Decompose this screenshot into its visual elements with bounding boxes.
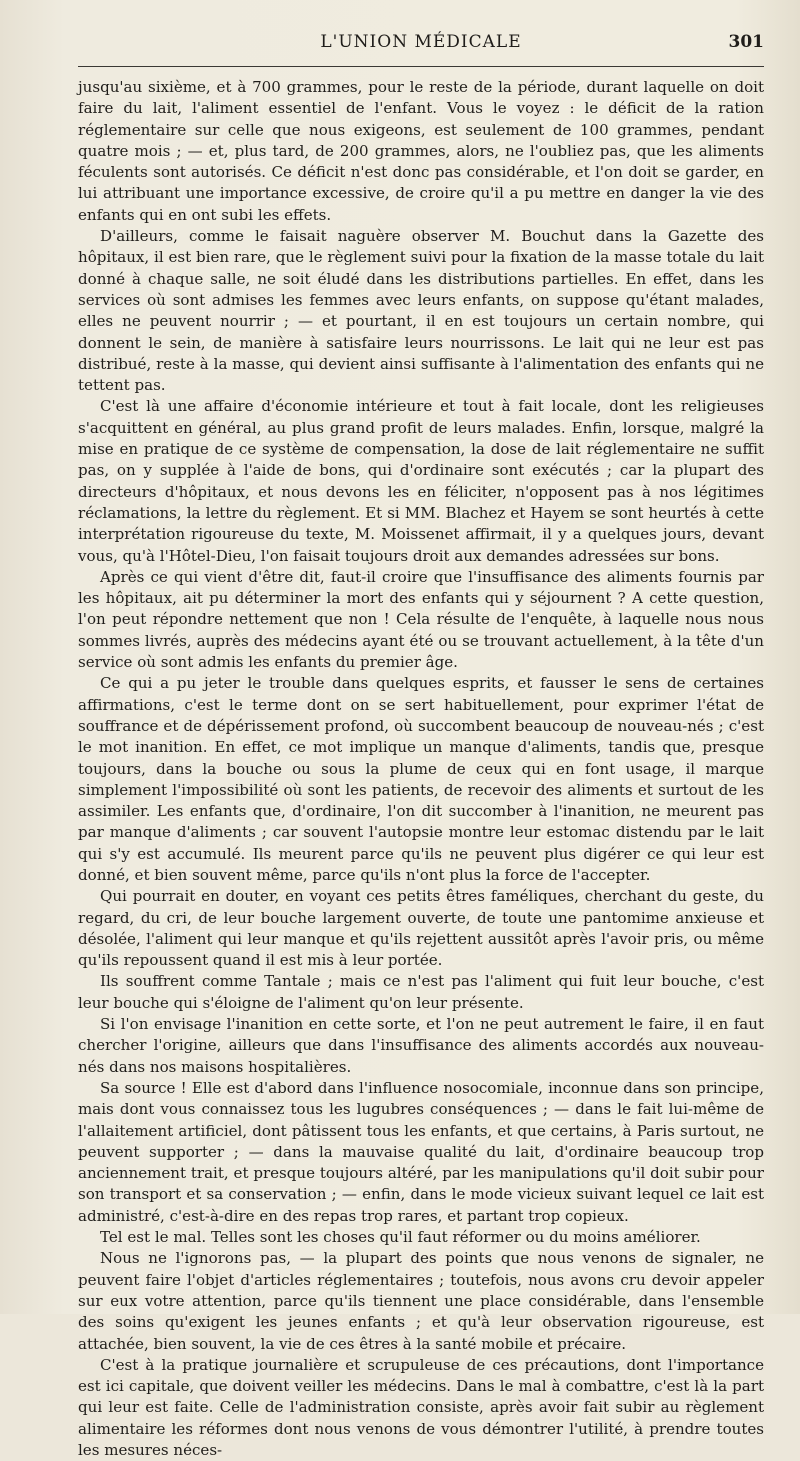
paragraph: D'ailleurs, comme le faisait naguère observer M. Bouchut dans la Gazette des hôpitaux, il est bien rare, que le règlement suivi pour la fixation de la masse totale du lait donné à chaque salle, ne soit éludé dans les distributions partielles. En effet, dans les services où sont admises les femmes avec leurs enfants, on suppose qu'étant malades, elles ne peuvent nourrir ; — et pourtant, il en est toujours un certain nombre, qui donnent le sein, de manière à satisfaire leurs nourrissons. Le lait qui ne leur est pas distribué, reste à la masse, qui devient ainsi suffisante à l'alimentation des enfants qui ne tettent pas. xyxy=(78,227,764,395)
paragraph: C'est là une affaire d'économie intérieure et tout à fait locale, dont les religieuses s'acquittent en général, au plus grand profit de leurs malades. Enfin, lorsque, malgré la mise en pratique de ce système de compensation, la dose de lait réglementaire ne suffit pas, on y supplée à l'aide de bons, qui d'ordinaire sont exécutés ; car la plupart des directeurs d'hôpitaux, et nous devons les en féliciter, n'opposent pas à nos légitimes réclamations, la lettre du règlement. Et si MM. Blachez et Hayem se sont heurtés à cette interprétation rigoureuse du texte, M. Moissenet affirmait, il y a quelques jours, devant vous, qu'à l'Hôtel-Dieu, l'on faisait toujours droit aux demandes adressées sur bons. xyxy=(78,397,764,565)
journal-title: L'UNION MÉDICALE xyxy=(320,32,522,52)
paragraph: Ce qui a pu jeter le trouble dans quelques esprits, et fausser le sens de certaines affirmations, c'est le terme dont on se sert habituellement, pour exprimer l'état de souffrance et de dépérissement profond, où succombent beaucoup de nouveau-nés ; c'est le mot inanition. En effet, ce mot implique un manque d'aliments, tandis que, presque toujours, dans la bouche ou sous la plume de ceux qui en font usage, il marque simplement l'impossibilité où sont les patients, de recevoir des aliments et surtout de les assimiler. Les enfants que, d'ordinaire, l'on dit succomber à l'inanition, ne meurent pas par manque d'aliments ; car souvent l'autopsie montre leur estomac distendu par le lait qui s'y est accumulé. Ils meurent parce qu'ils ne peuvent plus digérer ce qui leur est donné, et bien souvent même, parce qu'ils n'ont plus la force de l'accepter. xyxy=(78,674,764,884)
paragraph: Tel est le mal. Telles sont les choses qu'il faut réformer ou du moins améliorer. xyxy=(100,1228,701,1247)
paragraph: jusqu'au sixième, et à 700 grammes, pour le reste de la période, durant laquelle on doit faire du lait, l'aliment essentiel de l'enfant. Vous le voyez : le déficit de la ration réglementaire sur celle que nous exigeons, est seulement de 100 grammes, pendant quatre mois ; — et, plus tard, de 200 grammes, alors, ne l'oubliez pas, que les aliments féculents sont autorisés. Ce déficit n'est donc pas considérable, et l'on doit se garder, en lui attribuant une importance excessive, de croire qu'il a pu mettre en danger la vie des enfants qui en ont subi les effets. xyxy=(78,78,764,224)
paragraph: Qui pourrait en douter, en voyant ces petits êtres faméliques, cherchant du geste, du regard, du cri, de leur bouche largement ouverte, de toute une pantomime anxieuse et désolée, l'aliment qui leur manque et qu'ils rejettent aussitôt après l'avoir pris, ou même qu'ils repoussent quand il est mis à leur portée. xyxy=(78,887,764,970)
paragraph: Sa source ! Elle est d'abord dans l'influence nosocomiale, inconnue dans son principe, mais dont vous connaissez tous les lugubres conséquences ; — dans le fait lui-même de l'allaitement artificiel, dont pâtissent tous les enfants, et que certains, à Paris surtout, ne peuvent supporter ; — dans la mauvaise qualité du lait, d'ordinaire beaucoup trop anciennement trait, et presque toujours altéré, par les manipulations qu'il doit subir pour son transport et sa conservation ; — enfin, dans le mode vicieux suivant lequel ce lait est administré, c'est-à-dire en des repas trop rares, et partant trop copieux. xyxy=(78,1078,764,1225)
paragraph: Ils souffrent comme Tantale ; mais ce n'est pas l'aliment qui fuit leur bouche, c'est leur bouche qui s'éloigne de l'aliment qu'on leur présente. xyxy=(78,972,764,1012)
article-body xyxy=(78,77,764,1461)
running-header xyxy=(78,30,764,67)
paragraph: Nous ne l'ignorons pas, — la plupart des points que nous venons de signaler, ne peuvent faire l'objet d'articles réglementaires ; toutefois, nous avons cru devoir appeler sur eux votre attention, parce qu'ils tiennent une place considérable, dans l'ensemble des soins qu'exigent les jeunes enfants ; et qu'à leur observation rigoureuse, est attachée, bien souvent, la vie de ces êtres à la santé mobile et précaire. xyxy=(78,1249,764,1353)
paragraph: Après ce qui vient d'être dit, faut-il croire que l'insuffisance des aliments fournis par les hôpitaux, ait pu déterminer la mort des enfants qui y séjournent ? A cette question, l'on peut répondre nettement que non ! Cela résulte de l'enquête, à laquelle nous nous sommes livrés, auprès des médecins ayant été ou se trouvant actuellement, à la tête d'un service où sont admis les enfants du premier âge. xyxy=(78,567,764,672)
paragraph: C'est à la pratique journalière et scrupuleuse de ces précautions, dont l'importance est ici capitale, que doivent veiller les médecins. Dans le mal à combattre, c'est là la part qui leur est faite. Celle de l'administration consiste, après avoir fait subir au règlement alimentaire les réformes dont nous venons de vous démontrer l'utilité, à prendre toutes les mesures néces- xyxy=(78,1355,764,1459)
page-number: 301 xyxy=(728,32,764,52)
paragraph: Si l'on envisage l'inanition en cette sorte, et l'on ne peut autrement le faire, il en faut chercher l'origine, ailleurs que dans l'insuffisance des aliments accordés aux nouveau-nés dans nos maisons hospitalières. xyxy=(78,1015,764,1076)
